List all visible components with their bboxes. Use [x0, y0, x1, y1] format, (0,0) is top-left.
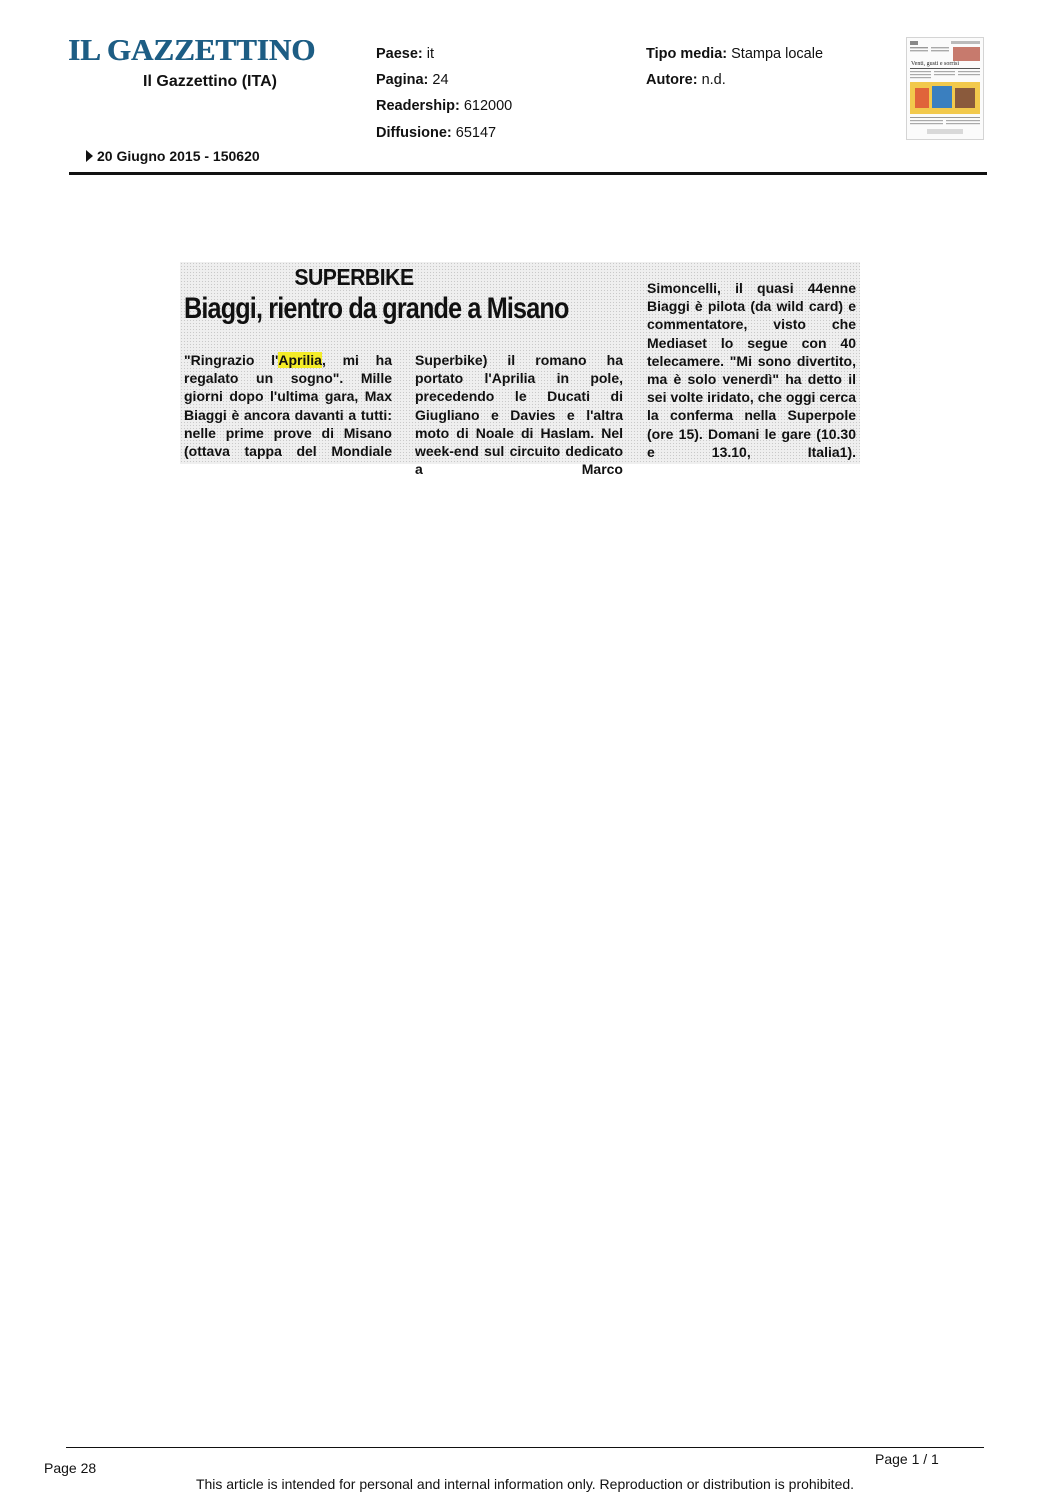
meta-column-right: [646, 41, 823, 93]
publication-logo: IL GAZZETTINO: [68, 32, 316, 67]
article-column-2: Superbike) il romano ha portato l'Aprilia in pole, precedendo le Ducati di Giugliano e Davies e l'altra moto di Noale di Haslam. Nel week-end sul circuito dedicato a Marco: [415, 352, 623, 478]
meta-column-left: [376, 41, 512, 146]
meta-circulation: Diffusione: 65147: [376, 124, 497, 141]
page-thumbnail[interactable]: [906, 37, 984, 140]
meta-author: Autore: n.d.: [646, 72, 726, 89]
meta-readership: Readership: 612000: [376, 98, 513, 115]
meta-page: Pagina: 24: [376, 72, 449, 89]
meta-media-type: Tipo media: Stampa locale: [646, 46, 824, 62]
article-column-1: "Ringrazio l'Aprilia, mi ha regalato un sogno". Mille giorni dopo l'ultima gara, Max Biaggi è ancora davanti a tutti: nelle prime prove di Misano (ottava tappa del Mondiale: [184, 352, 392, 460]
article-clipping: [180, 262, 860, 478]
disclaimer: This article is intended for personal and internal information only. Reproduction or distribution is prohibited.: [195, 1476, 855, 1492]
page-thumbnail-image: [907, 38, 983, 139]
date-line: [86, 148, 260, 164]
header-divider: [69, 172, 987, 175]
article-column-3: Simoncelli, il quasi 44enne Biaggi è pilota (da wild card) e commentatore, visto che Mediaset lo segue con 40 telecamere. "Mi sono divertito, ma è solo venerdì" ha detto il sei volte iridato, che oggi cerca la conferma nella Superpole (ore 15). Domani le gare (10.30 e 13.10, Italia1).: [647, 280, 856, 460]
footer-divider: [66, 1447, 984, 1448]
page-label: Page 28: [44, 1460, 97, 1476]
meta-country: Paese: it: [376, 46, 435, 62]
publication-date: 20 Giugno 2015 - 150620: [97, 148, 260, 164]
play-triangle-icon: [86, 150, 93, 162]
page-count: Page 1 / 1: [875, 1451, 939, 1467]
article-headline: Biaggi, rientro da grande a Misano: [184, 292, 569, 325]
source-name: Il Gazzettino (ITA): [143, 73, 277, 90]
thumbnail-caption: Venti, gusti e sorrisi: [911, 61, 959, 67]
article-kicker: SUPERBIKE: [294, 264, 414, 290]
highlighted-term: Aprilia: [278, 352, 322, 368]
